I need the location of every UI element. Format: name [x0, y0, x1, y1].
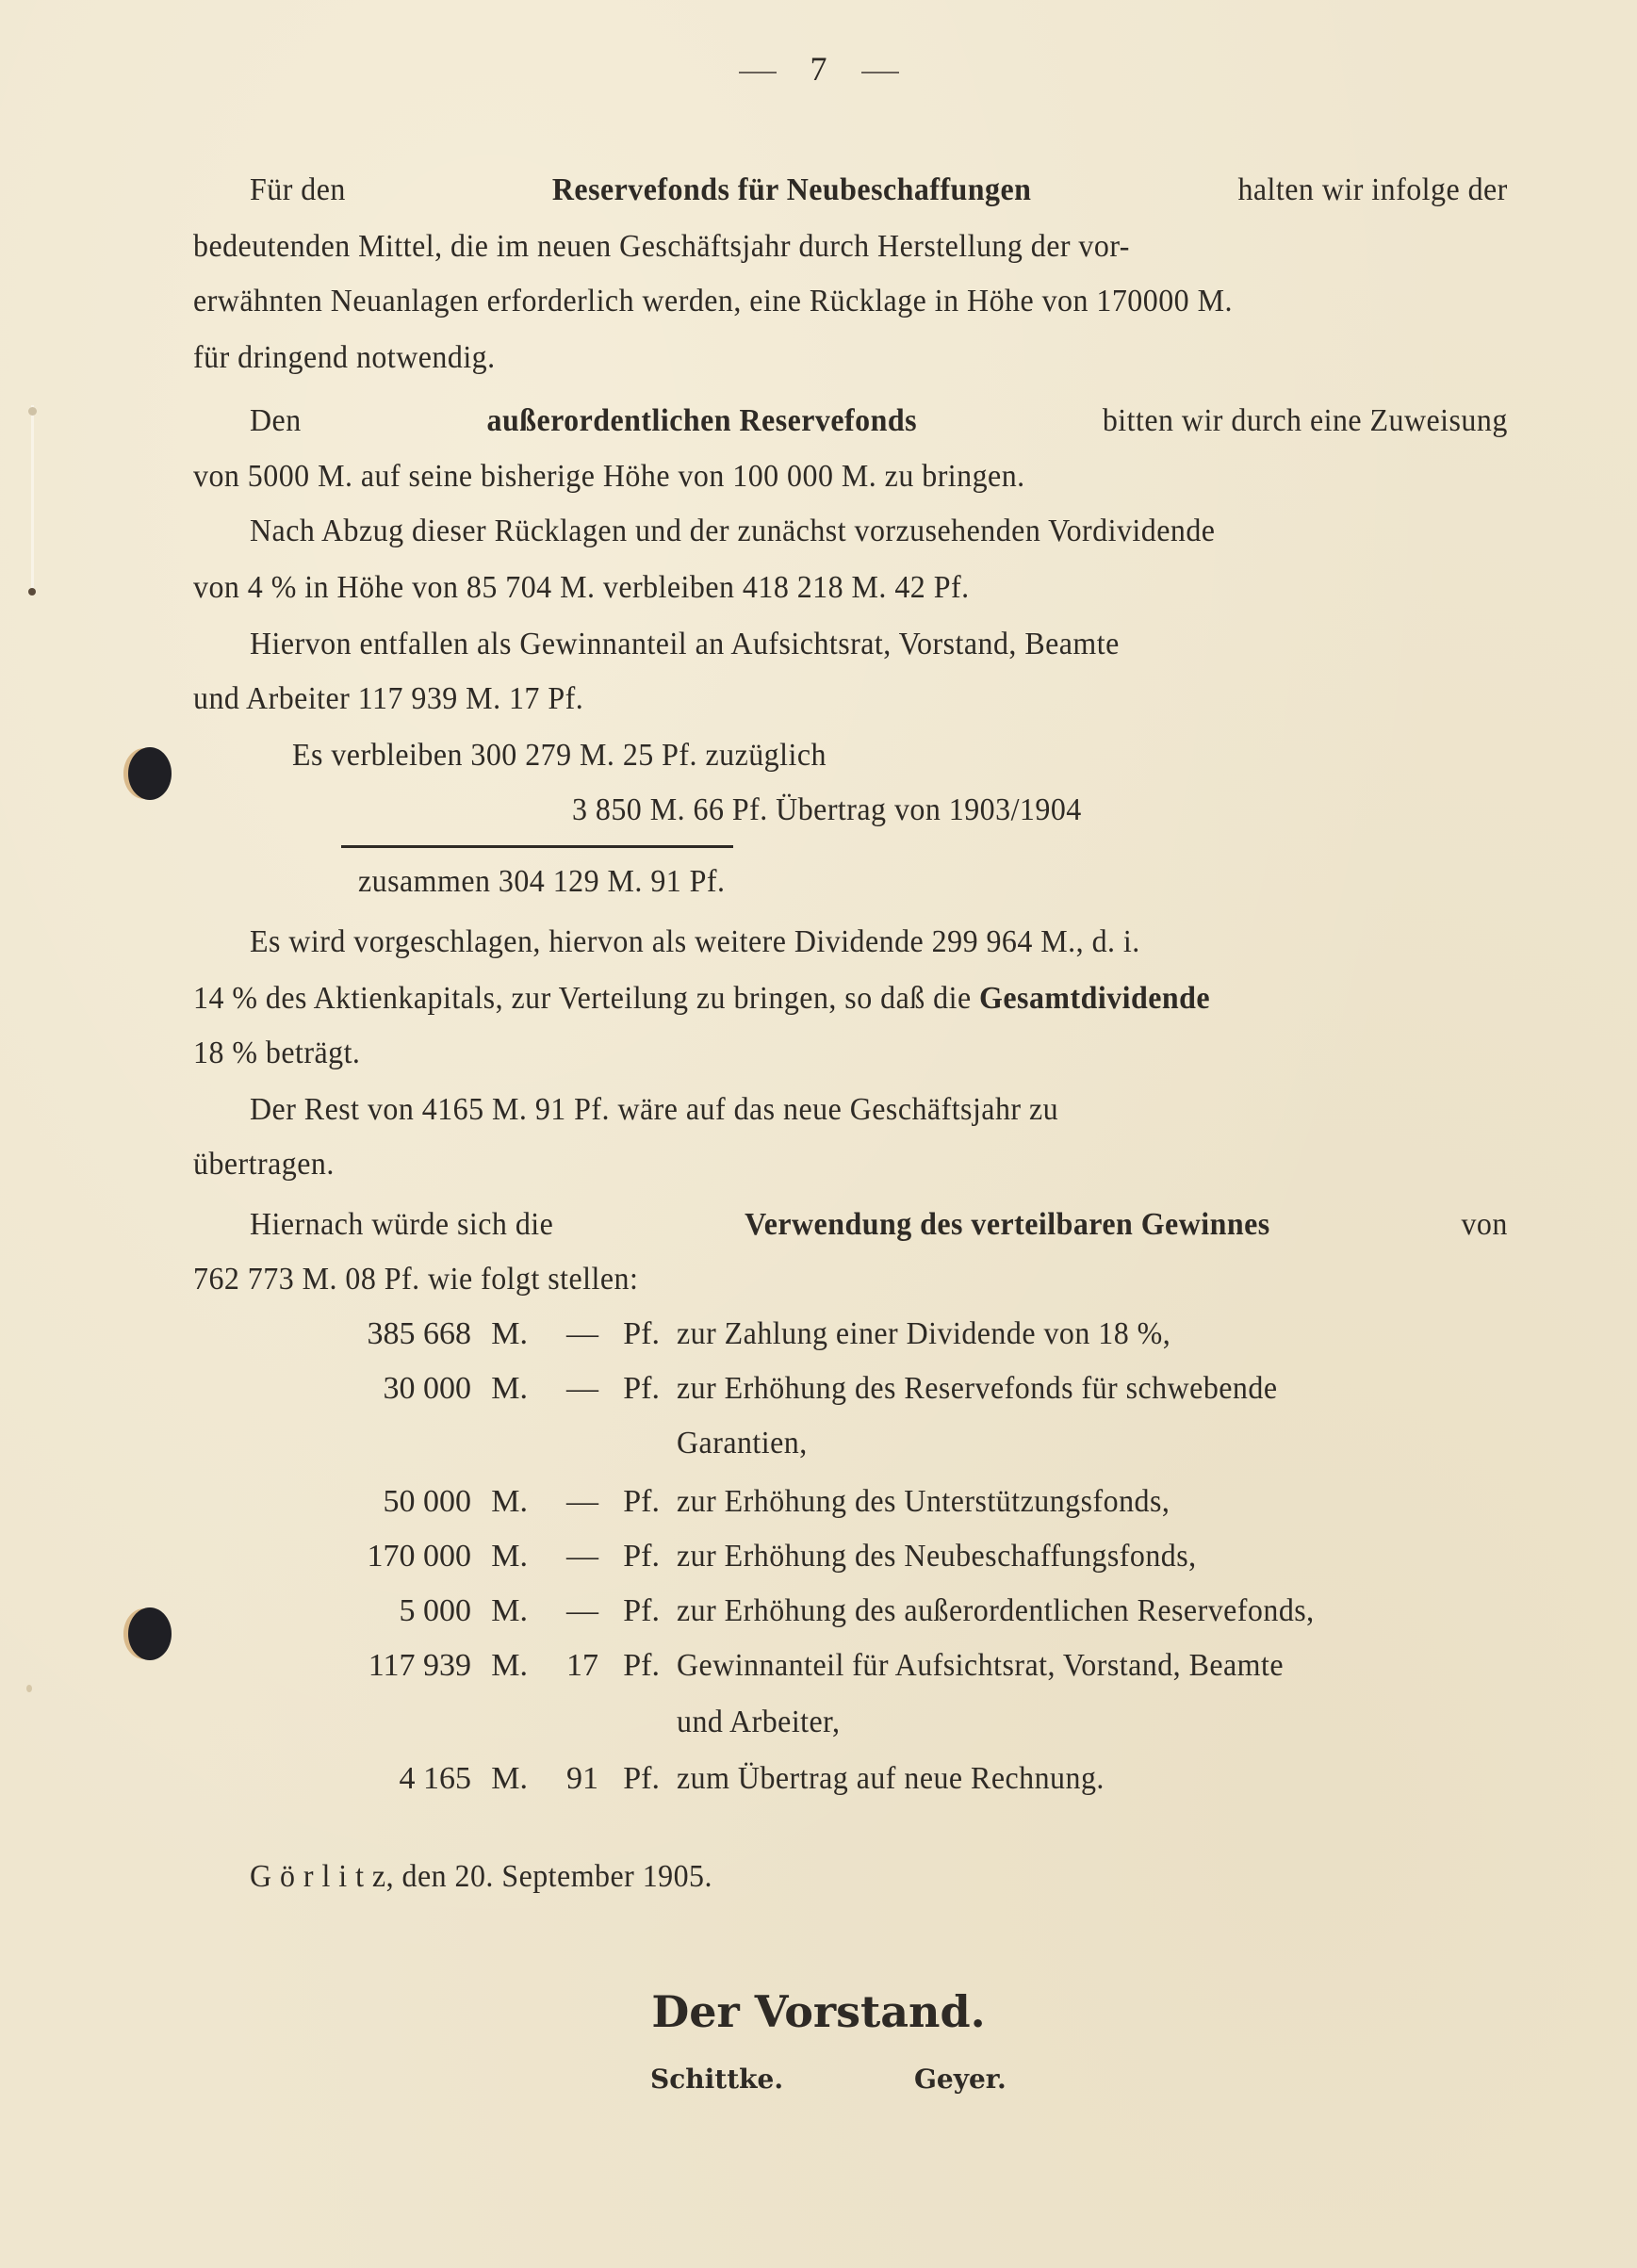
punch-hole-lower	[128, 1607, 172, 1660]
amount-marks: 4 165	[399, 1761, 471, 1796]
p7-line-2: 762 773 M. 08 Pf. wie folgt stellen:	[193, 1262, 639, 1297]
p1-line-1	[250, 170, 1508, 211]
amount-pfennig: —	[566, 1484, 598, 1519]
text: Für den	[250, 172, 346, 207]
p2-line-2: von 5000 M. auf seine bisherige Höhe von 100 000 M. zu bringen.	[193, 459, 1025, 494]
p4-line-2: und Arbeiter 117 939 M. 17 Pf.	[193, 681, 584, 716]
calc-total: zusammen 304 129 M. 91 Pf.	[358, 864, 726, 899]
unit-pf: Pf.	[623, 1593, 660, 1628]
text: Den	[250, 403, 302, 438]
signature-name-2: Geyer.	[914, 2064, 1007, 2095]
allocation-purpose: Gewinnanteil für Aufsichtsrat, Vorstand, Beamte	[677, 1648, 1285, 1683]
dash-right	[861, 72, 899, 73]
unit-pf: Pf.	[623, 1484, 660, 1519]
allocation-purpose: zur Erhöhung des Reservefonds für schwebende	[677, 1371, 1278, 1406]
allocation-purpose: zur Zahlung einer Dividende von 18 %,	[677, 1316, 1171, 1351]
page-number	[0, 49, 1637, 89]
calc-line-2: 3 850 M. 66 Pf. Übertrag von 1903/1904	[572, 792, 1082, 827]
dash-left	[739, 72, 777, 73]
unit-pf: Pf.	[623, 1648, 660, 1683]
p5-line-3: 18 % beträgt.	[193, 1036, 361, 1070]
amount-marks: 50 000	[383, 1484, 471, 1519]
p2-line-1	[250, 400, 1508, 442]
signature-name-1: Schittke.	[650, 2064, 784, 2095]
text: von	[1461, 1207, 1508, 1242]
amount-marks: 5 000	[399, 1593, 471, 1628]
allocation-purpose: zur Erhöhung des außerordentlichen Reservefonds,	[677, 1593, 1315, 1628]
p1-line-4: für dringend notwendig.	[193, 340, 496, 375]
amount-pfennig: —	[566, 1371, 598, 1406]
place-date: G ö r l i t z, den 20. September 1905.	[250, 1859, 712, 1894]
p4-line-1: Hiervon entfallen als Gewinnanteil an Aufsichtsrat, Vorstand, Beamte	[250, 627, 1120, 661]
amount-marks: 117 939	[368, 1648, 471, 1683]
amount-marks: 30 000	[383, 1371, 471, 1406]
text: Hiernach würde sich die	[250, 1207, 554, 1242]
unit-m: M.	[491, 1539, 528, 1574]
text: halten wir infolge der	[1237, 172, 1508, 207]
unit-m: M.	[491, 1371, 528, 1406]
paper-speck	[28, 588, 36, 596]
p7-line-1	[250, 1204, 1508, 1246]
bold-term: Verwendung des verteilbaren Gewinnes	[745, 1207, 1270, 1242]
text: bitten wir durch eine Zuweisung	[1102, 403, 1508, 438]
paper-speck	[28, 407, 37, 416]
p6-line-1: Der Rest von 4165 M. 91 Pf. wäre auf das neue Geschäftsjahr zu	[250, 1092, 1059, 1127]
allocation-purpose: zum Übertrag auf neue Rechnung.	[677, 1761, 1105, 1796]
allocation-purpose-cont: und Arbeiter,	[677, 1705, 841, 1739]
bold-term: Reservefonds für Neubeschaffungen	[551, 172, 1032, 207]
p1-line-3: erwähnten Neuanlagen erforderlich werden, eine Rücklage in Höhe von 170000 M.	[193, 284, 1233, 318]
unit-m: M.	[491, 1484, 528, 1519]
text: 14 % des Aktienkapitals, zur Verteilung zu bringen, so daß die	[193, 981, 972, 1016]
allocation-purpose: zur Erhöhung des Neubeschaffungsfonds,	[677, 1539, 1197, 1574]
unit-m: M.	[491, 1593, 528, 1628]
sum-rule	[341, 845, 733, 848]
unit-pf: Pf.	[623, 1316, 660, 1351]
amount-pfennig: 17	[566, 1648, 598, 1683]
amount-pfennig: —	[566, 1539, 598, 1574]
paper-fold-mark	[31, 405, 34, 594]
allocation-purpose: zur Erhöhung des Unterstützungsfonds,	[677, 1484, 1170, 1519]
signature-title: Der Vorstand.	[651, 1986, 986, 2037]
amount-pfennig: 91	[566, 1761, 598, 1796]
amount-pfennig: —	[566, 1593, 598, 1628]
bold-term: Gesamtdividende	[979, 981, 1211, 1016]
amount-marks: 385 668	[367, 1316, 471, 1351]
unit-pf: Pf.	[623, 1371, 660, 1406]
unit-m: M.	[491, 1648, 528, 1683]
paper-speck	[26, 1685, 32, 1692]
unit-pf: Pf.	[623, 1761, 660, 1796]
p5-line-2	[193, 978, 1210, 1020]
p3-line-1: Nach Abzug dieser Rücklagen und der zunächst vorzusehenden Vordividende	[250, 514, 1216, 548]
bold-term: außerordentlichen Reservefonds	[486, 403, 917, 438]
p6-line-2: übertragen.	[193, 1147, 335, 1182]
calc-line-1: Es verbleiben 300 279 M. 25 Pf. zuzüglich	[292, 738, 827, 773]
amount-pfennig: —	[566, 1316, 598, 1351]
allocation-purpose-cont: Garantien,	[677, 1426, 808, 1460]
amount-marks: 170 000	[367, 1539, 471, 1574]
p1-line-2: bedeutenden Mittel, die im neuen Geschäftsjahr durch Herstellung der vor-	[193, 229, 1130, 264]
unit-pf: Pf.	[623, 1539, 660, 1574]
p5-line-1: Es wird vorgeschlagen, hiervon als weitere Dividende 299 964 M., d. i.	[250, 924, 1140, 959]
unit-m: M.	[491, 1761, 528, 1796]
punch-hole-upper	[128, 747, 172, 800]
unit-m: M.	[491, 1316, 528, 1351]
p3-line-2: von 4 % in Höhe von 85 704 M. verbleiben 418 218 M. 42 Pf.	[193, 570, 970, 605]
page-number-value: 7	[810, 50, 827, 88]
